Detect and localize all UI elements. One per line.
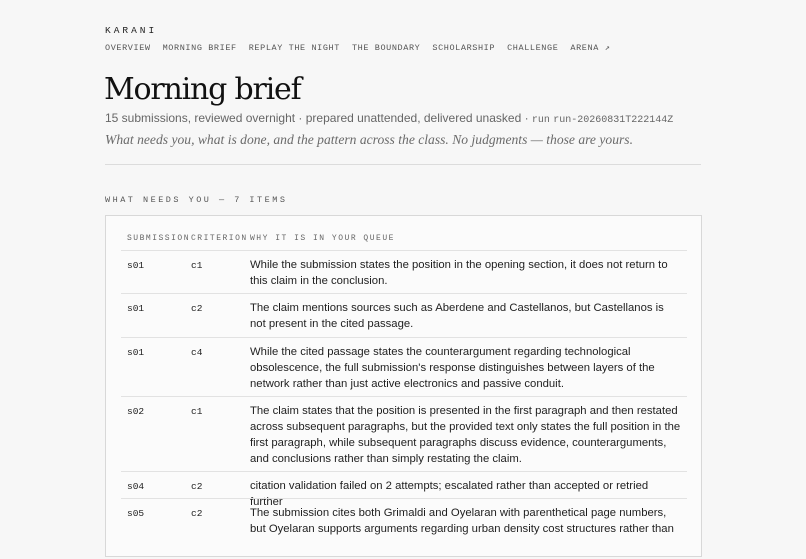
page-meta (105, 111, 673, 126)
nav-morning-brief[interactable]: MORNING BRIEF (162, 43, 237, 53)
page-subtitle: What needs you, what is done, and the pattern across the class. No judgments — those are yours. (105, 132, 633, 147)
header-why: WHY IT IS IN YOUR QUEUE (250, 234, 395, 243)
row-reason: The claim mentions sources such as Aberdene and Castellanos, but Castellanos is not present in the cited passage. (250, 302, 664, 330)
row-criterion: c2 (191, 508, 203, 519)
row-submission: s01 (127, 347, 145, 358)
row-reason: The claim states that the position is presented in the first paragraph and then restated across subsequent paragraphs, but the provided text only states the full position in the first paragraph, while subsequent paragraphs discuss evidence, counterarguments, and conclusions rather than simply restating the claim. (250, 405, 681, 465)
queue-table (105, 215, 702, 557)
row-submission: s05 (127, 508, 145, 519)
row-criterion: c2 (191, 481, 203, 492)
table-row[interactable] (121, 293, 687, 337)
row-submission: s02 (127, 406, 145, 417)
divider (105, 164, 701, 165)
nav-arena[interactable]: ARENA ↗ (570, 43, 611, 53)
table-row[interactable] (121, 471, 687, 508)
row-reason: citation validation failed on 2 attempts; escalated rather than accepted or retried further (250, 480, 649, 508)
run-label: run (531, 115, 550, 126)
nav-the-boundary[interactable]: THE BOUNDARY (351, 43, 421, 53)
row-criterion: c1 (191, 406, 203, 417)
row-criterion: c2 (191, 303, 203, 314)
row-submission: s01 (127, 260, 145, 271)
table-row[interactable] (121, 396, 687, 472)
row-submission: s01 (127, 303, 145, 314)
meta-text: 15 submissions, reviewed overnight · prepared unattended, delivered unasked · (105, 111, 532, 125)
row-reason: While the cited passage states the counterargument regarding technological obsolescence, the full submission's response distinguishes between layers of the network rather than just active electronics and passive conduit. (250, 346, 655, 390)
header-criterion: CRITERION (191, 234, 248, 243)
nav-scholarship[interactable]: SCHOLARSHIP (432, 43, 496, 53)
row-submission: s04 (127, 481, 145, 492)
row-reason: The submission cites both Grimaldi and Oyelaran with parenthetical page numbers, but Oyelaran supports arguments regarding urban density cost structures rather than (250, 507, 674, 535)
row-criterion: c4 (191, 347, 203, 358)
table-row[interactable] (121, 498, 687, 559)
nav-replay-the-night[interactable]: REPLAY THE NIGHT (248, 43, 340, 53)
table-row[interactable] (121, 250, 687, 294)
row-criterion: c1 (191, 260, 203, 271)
header-submission: SUBMISSION (127, 234, 191, 243)
brand-logo[interactable]: KARANI (105, 25, 158, 36)
queue-label: WHAT NEEDS YOU — 7 ITEMS (105, 195, 288, 205)
main-nav (105, 43, 622, 53)
table-row[interactable] (121, 337, 687, 397)
run-id: run-20260831T222144Z (553, 115, 674, 126)
row-reason: While the submission states the position in the opening section, it does not return to this claim in the conclusion. (250, 259, 668, 287)
nav-overview[interactable]: OVERVIEW (105, 43, 151, 53)
page-title: Morning brief (104, 72, 301, 107)
nav-challenge[interactable]: CHALLENGE (507, 43, 559, 53)
